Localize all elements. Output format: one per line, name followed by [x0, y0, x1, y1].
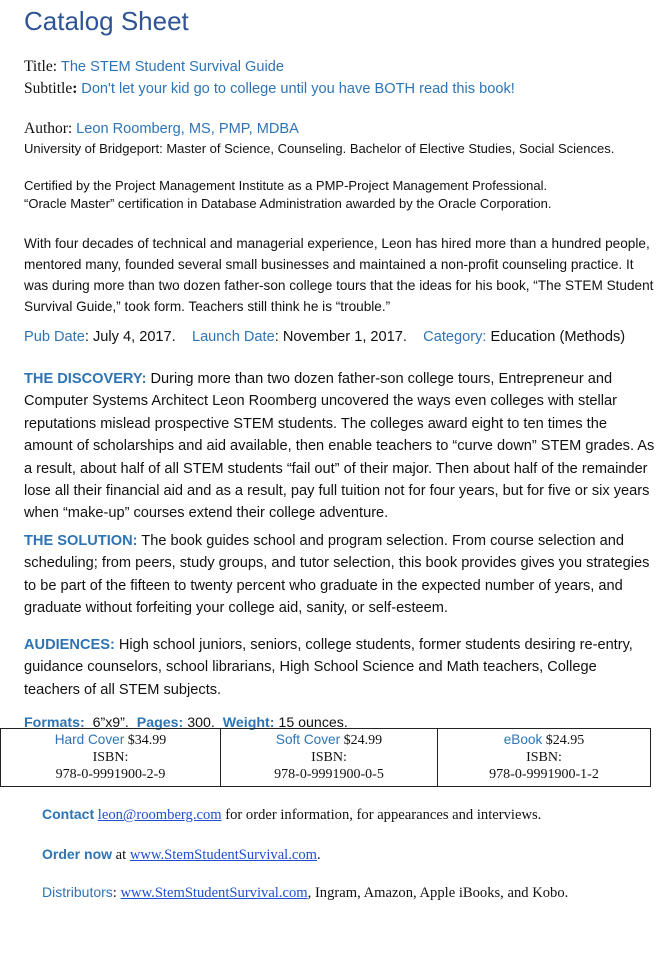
edition-price: $34.99 — [124, 733, 167, 748]
editions-row — [1, 729, 651, 787]
author-label: Author: — [24, 120, 77, 137]
discovery-label: THE DISCOVERY: — [24, 371, 147, 387]
subtitle-colon: : — [72, 80, 82, 97]
contact-email-link[interactable]: leon@roomberg.com — [97, 807, 222, 823]
subtitle-line — [24, 80, 515, 98]
pub-date-value: : July 4, 2017. — [84, 329, 176, 345]
edition-isbn: 978-0-9991900-2-9 — [55, 767, 166, 782]
author-name: Leon Roomberg, MS, PMP, MDBA — [76, 121, 299, 137]
subtitle-label: Subtitle — [24, 80, 73, 97]
distributors-line — [42, 884, 568, 902]
edition-isbn: 978-0-9991900-1-2 — [489, 767, 599, 782]
order-label: Order now — [42, 846, 113, 862]
formats-label: Formats: — [24, 715, 85, 731]
book-title: The STEM Student Survival Guide — [60, 59, 284, 75]
pages-label: Pages: — [136, 715, 184, 731]
pub-date-label: Pub Date — [24, 329, 85, 345]
distributors-text: , Ingram, Amazon, Apple iBooks, and Kobo. — [307, 885, 569, 901]
edition-isbn-label: ISBN: — [311, 750, 347, 765]
contact-label: Contact — [42, 806, 95, 822]
edition-label: eBook — [503, 732, 543, 747]
solution-label: THE SOLUTION: — [24, 533, 138, 549]
title-line — [24, 58, 284, 76]
launch-date-label: Launch Date — [191, 329, 275, 345]
editions-table — [0, 728, 651, 787]
edition-cell-softcover — [221, 729, 438, 787]
distributors-website-link[interactable]: www.StemStudentSurvival.com — [120, 885, 308, 901]
author-line — [24, 120, 299, 138]
edition-cell-ebook — [438, 729, 651, 787]
author-credential-oracle: “Oracle Master” certification in Database Administration awarded by the Oracle Corporation. — [24, 196, 552, 211]
pages-value: 300. — [183, 715, 223, 731]
launch-date-value: : November 1, 2017. — [274, 329, 407, 345]
solution-text: The book guides school and program selection. From course selection and scheduling; from peers, study groups, and tutor selection, this book provides gives you strategies to be part of the fifteen to twenty percent who graduate in the expected number of years, and graduate without forfeiting your college aid, sanity, or self-esteem. — [24, 533, 650, 617]
author-bio: With four decades of technical and managerial experience, Leon has hired more than a hundred people, mentored many, founded several small businesses and maintained a non-profit counseling practice. It was during more than two dozen father-son college tours that the ideas for his book, “The STEM Student Survival Guide,” took form. Teachers still think he is “trouble.” — [24, 236, 654, 314]
edition-isbn-label: ISBN: — [526, 750, 562, 765]
discovery-section — [24, 368, 658, 525]
distributors-label: Distributors — [42, 884, 113, 900]
edition-cell-hardcover — [1, 729, 221, 787]
author-credential-degree: University of Bridgeport: Master of Science, Counseling. Bachelor of Elective Studies, Social Sciences. — [24, 141, 615, 156]
edition-price: $24.99 — [340, 733, 383, 748]
edition-label: Hard Cover — [54, 732, 125, 747]
category-label: Category: — [423, 329, 491, 345]
formats-value: 6”x9”. — [84, 715, 137, 731]
discovery-text: During more than two dozen father-son college tours, Entrepreneur and Computer Systems Architect Leon Roomberg uncovered the ways even colleges with stellar reputations mislead prospective STEM students. The colleges award eight to ten times the amount of scholarships and aid available, then enable teachers to “curve down” STEM grades. As a result, about half of all STEM students “fail out” of their major. Then about half of the remainder lose all their financial aid and as a result, pay full tuition not for four years, but for five or six years when “make-up” courses extend their college adventure. — [24, 371, 655, 522]
order-suffix: . — [317, 847, 321, 863]
contact-line — [42, 806, 541, 824]
title-label: Title: — [24, 58, 61, 75]
solution-section — [24, 530, 658, 620]
page-title: Catalog Sheet — [24, 6, 189, 36]
edition-isbn: 978-0-9991900-0-5 — [274, 767, 384, 782]
edition-label: Soft Cover — [275, 732, 341, 747]
category-value: Education (Methods) — [490, 329, 626, 345]
weight-label: Weight: — [222, 715, 275, 731]
book-subtitle: Don't let your kid go to college until you have BOTH read this book! — [81, 81, 515, 97]
order-line — [42, 846, 321, 864]
edition-isbn-label: ISBN: — [92, 750, 129, 765]
weight-value: 15 ounces. — [274, 715, 348, 731]
order-prefix: at — [112, 847, 130, 863]
edition-price: $24.95 — [542, 733, 585, 748]
dates-line — [24, 329, 625, 345]
contact-text: for order information, for appearances and interviews. — [221, 807, 542, 823]
order-website-link[interactable]: www.StemStudentSurvival.com — [129, 847, 317, 863]
author-credential-pmp: Certified by the Project Management Institute as a PMP-Project Management Professional. — [24, 178, 548, 193]
audiences-label: AUDIENCES: — [24, 637, 115, 653]
distributors-colon: : — [112, 885, 121, 901]
audiences-text: High school juniors, seniors, college students, former students desiring re-entry, guidance counselors, school librarians, High School Science and Math teachers, College teachers of all STEM subjects. — [24, 637, 633, 698]
audiences-section — [24, 634, 644, 701]
